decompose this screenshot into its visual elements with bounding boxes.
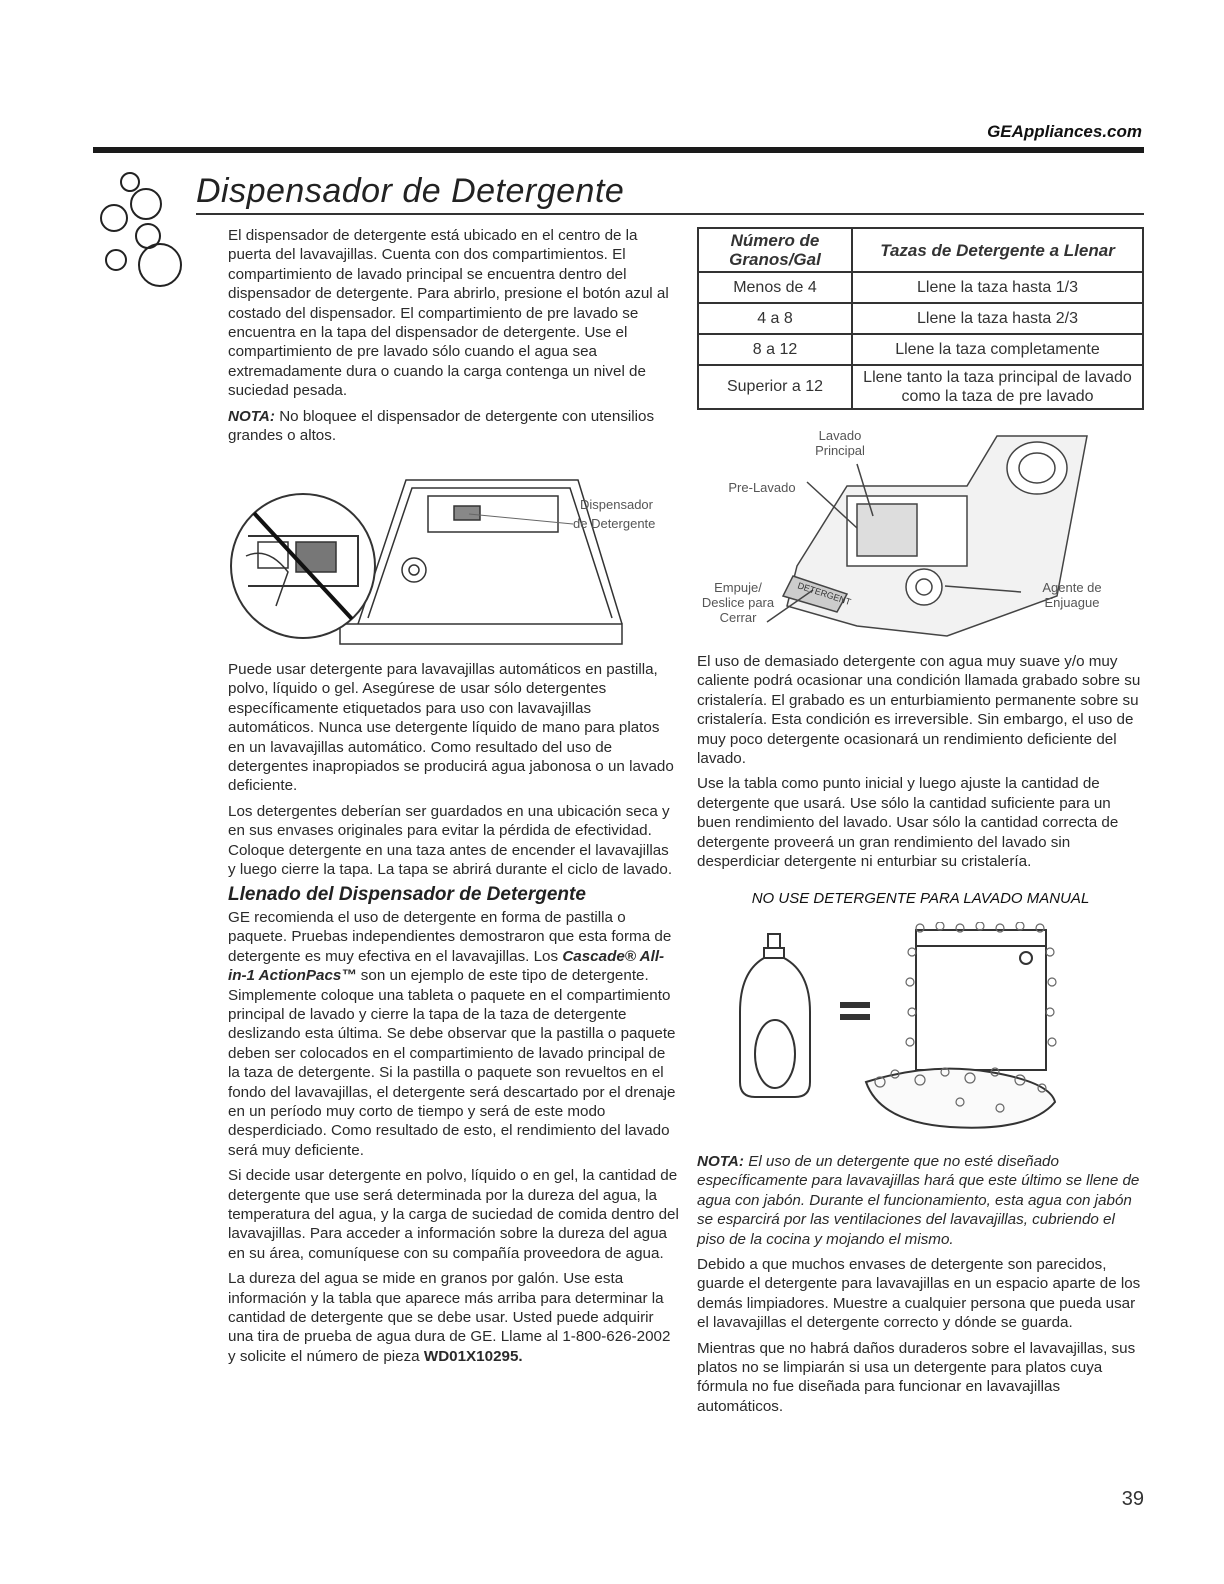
- fig-label-dispenser-1: Dispensador: [580, 497, 653, 512]
- table-row: [698, 365, 1143, 409]
- label-push-2: Deslice para: [701, 595, 775, 610]
- title-rule: [196, 213, 1144, 215]
- table-header-row: [698, 228, 1143, 272]
- table-row: [698, 334, 1143, 365]
- label-push-3: Cerrar: [719, 610, 757, 625]
- left-paragraph-5: [228, 1269, 680, 1366]
- intro-paragraph: El dispensador de detergente está ubicado en el centro de la puerta del lavavajillas. Cuenta con dos compartimientos. El compartimiento de lavado principal se encuentra dentro del dispensador de detergente. Para abrirlo, presione el botón azul al costado del dispensador. El compartimiento de pre lavado se encuentra en la tapa del dispensador de detergente. Use el compartimiento de pre lavado sólo cuando el agua sea extremadamente dura o cuando la carga contenga un nivel de suciedad pesada.: [228, 227, 669, 400]
- page-number: 39: [1121, 1488, 1144, 1510]
- cell-fill: Llene la taza hasta 2/3: [852, 303, 1143, 334]
- header-grains: Número de Granos/Gal: [698, 228, 852, 272]
- label-push: [688, 580, 788, 625]
- label-rinse-2: Enjuague: [1044, 595, 1100, 610]
- bottle-suds-figure: [730, 922, 1070, 1144]
- cell-fill: Llene la taza hasta 1/3: [852, 272, 1143, 303]
- fill-subtitle: Llenado del Dispensador de Detergente: [228, 884, 586, 906]
- cup-label: DETERGENT: [796, 580, 853, 608]
- right-body-upper: [697, 652, 1144, 877]
- cell-fill: Llene tanto la taza principal de lavado como la taza de pre lavado: [852, 365, 1143, 409]
- detergent-table: [697, 227, 1144, 410]
- equals-icon: [840, 1002, 870, 1008]
- dishwasher-door-figure: [228, 476, 680, 652]
- left-paragraph-2: Los detergentes deberían ser guardados en una ubicación seca y en sus envases originales para evitar la pérdida de efectividad. Coloque detergente en una taza antes de encender el lavavajillas y luego cierre la tapa. La tapa se abrirá durante el ciclo de lavado.: [228, 802, 673, 879]
- intro-note: [228, 407, 680, 446]
- right-paragraph-2: Use la tabla como punto inicial y luego ajuste la cantidad de detergente que usará. Use sólo la cantidad suficiente para un buen rendimiento del lavado. Usar sólo la cantidad correcta de detergente proveerá un gran rendimiento del lavado sin desperdiciar detergente ni enturbiar su cristalería.: [697, 775, 1119, 871]
- note-text: No bloquee el dispensador de detergente con utensilios grandes o altos.: [228, 407, 655, 445]
- right-note-label: NOTA:: [697, 1153, 744, 1170]
- left-body: [228, 660, 680, 1372]
- table-row: [698, 272, 1143, 303]
- label-push-1: Empuje/: [714, 580, 762, 595]
- cell-fill: Llene la taza completamente: [852, 334, 1143, 365]
- right-note: [697, 1152, 1144, 1249]
- label-main-wash-1: Lavado: [818, 428, 862, 443]
- cell-grains: 8 a 12: [698, 334, 852, 365]
- cell-grains: Menos de 4: [698, 272, 852, 303]
- right-note-text: El uso de un detergente que no esté diseñado específicamente para lavavajillas hará que este último se llene de agua con jabón. Durante el funcionamiento, esta agua con jabón se esparcirá por las ventilaciones del lavavajillas, cubriendo el piso de la cocina y mojando el mismo.: [697, 1153, 1140, 1248]
- left-paragraph-1: Puede usar detergente para lavavajillas automáticos en pastilla, polvo, líquido o gel. Asegúrese de usar sólo detergentes específicamente etiquetados para uso con lavavajillas automáticos. Nunca use detergente líquido de mano para platos en un lavavajillas automático. Como resultado del uso de detergentes inapropiados se producirá agua jabonosa o un lavado deficiente.: [228, 661, 674, 795]
- right-body-lower: [697, 1152, 1144, 1422]
- right-paragraph-1: El uso de demasiado detergente con agua muy suave y/o muy caliente podrá ocasionar una condición llamada grabado sobre su cristalería. El grabado es un enturbiamiento permanente sobre su cristalería. Esta condición es irreversible. Sin embargo, el uso de muy poco detergente ocasionará un rendimiento deficiente del lavado.: [697, 653, 1141, 768]
- p5-start: La dureza del agua se mide en granos por galón. Use esta información y la tabla que aparece más arriba para determinar la cantidad de detergente que se debe usar. Usted puede adquirir una tira de prueba de agua dura de GE. Llame al 1-800-626-2002 y solicite el número de pieza: [228, 1270, 671, 1365]
- cell-grains: 4 a 8: [698, 303, 852, 334]
- bubbles-icon: [98, 170, 190, 288]
- label-main-wash-2: Principal: [815, 443, 865, 458]
- label-rinse-1: Agente de: [1042, 580, 1102, 595]
- left-paragraph-4: Si decide usar detergente en polvo, líquido o en gel, la cantidad de detergente que use será determinada por la dureza del agua, la temperatura del agua, y la carga de suciedad de comida dentro del lavavajillas. Para acceder a información sobre la dureza del agua en su área, comuníquese con su compañía proveedora de agua.: [228, 1167, 679, 1262]
- note-label: NOTA:: [228, 407, 275, 425]
- warning-heading: NO USE DETERGENTE PARA LAVADO MANUAL: [751, 890, 1090, 907]
- intro-section: [228, 226, 680, 451]
- page-title: Dispensador de Detergente: [196, 172, 625, 210]
- label-rinse: [1030, 580, 1114, 610]
- right-paragraph-4: Mientras que no habrá daños duraderos sobre el lavavajillas, sus platos no se limpiarán si usa un detergente para platos cuya fórmula no fue diseñada para funcionar en lavavajillas automáticos.: [697, 1339, 1136, 1415]
- table-row: [698, 303, 1143, 334]
- label-main-wash: [800, 428, 880, 458]
- header-rule: [93, 147, 1144, 153]
- part-number: WD01X10295.: [423, 1347, 523, 1365]
- cell-grains: Superior a 12: [698, 365, 852, 409]
- right-paragraph-3: Debido a que muchos envases de detergente son parecidos, guarde el detergente para lavavajillas en un espacio aparte de los demás limpiadores. Muestre a cualquier persona que pueda usar el lavavajillas el detergente correcto y dónde se guarda.: [697, 1256, 1141, 1332]
- left-paragraph-3: [228, 908, 680, 1160]
- p3-start: GE recomienda el uso de detergente en forma de pastilla o paquete. Pruebas independientes demostraron que esta forma de detergente es muy efectiva en el lavavajillas. Los: [228, 908, 672, 965]
- product-name: Cascade® All-in-1 ActionPacs™: [228, 947, 665, 985]
- site-url: GEAppliances.com: [987, 122, 1142, 141]
- label-pre-wash: Pre-Lavado: [728, 480, 796, 495]
- fig-label-dispenser-2: de Detergente: [573, 516, 656, 531]
- p3-end: son un ejemplo de este tipo de detergente. Simplemente coloque una tableta o paquete en el compartimiento principal de lavado y cierre la tapa de la taza de detergente deslizando esta última. Se debe observar que la pastilla o paquete deben ser colocados en el compartimiento de lavado principal de la taza de detergente. Si la pastilla o paquete son revueltos en el fondo del lavavajillas, el detergente será descartado por el drenaje en un período muy corto de tiempo y será de este modo desperdiciado. Como resultado de esto, el rendimiento del lavado será muy deficiente.: [228, 967, 676, 1159]
- header-cups: Tazas de Detergente a Llenar: [852, 228, 1143, 272]
